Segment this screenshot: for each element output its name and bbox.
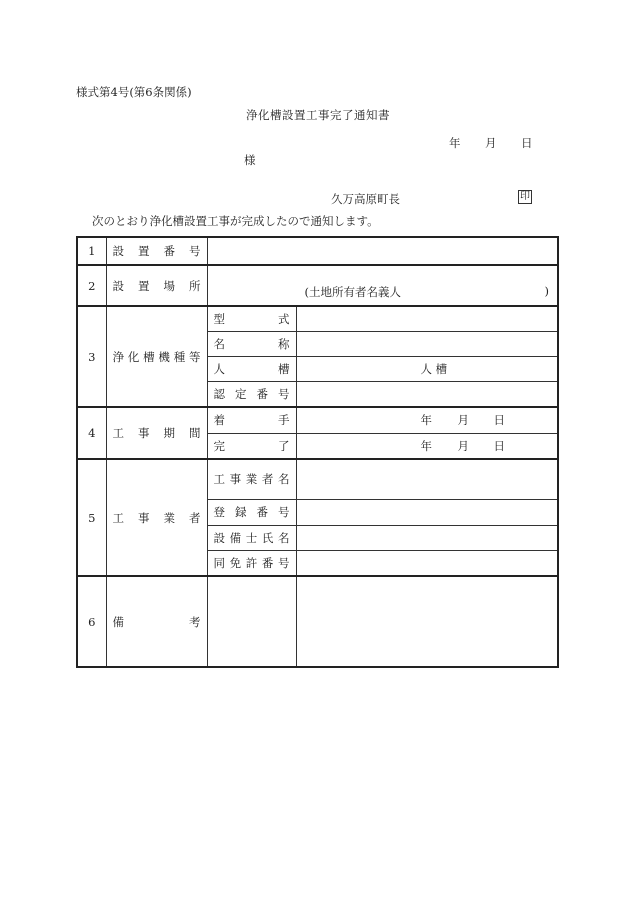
year-label: 年 [420,438,432,453]
row-label: 工 事 期 間 [106,407,207,459]
seal-mark: 印 [520,191,530,202]
row-number: 4 [77,407,106,459]
intro-text: 次のとおり浄化槽設置工事が完成したので通知します。 [92,214,379,228]
row-contractor-name [77,459,558,499]
label-spaced: 設 置 番 号 [112,244,201,258]
engineer-value[interactable] [296,525,558,550]
row-label: 工 事 業 者 [106,459,207,576]
row-label: 浄 化 槽 機 種 等 [106,306,207,407]
install-number-value[interactable] [207,237,558,265]
addressee-suffix: 様 [244,153,256,167]
capacity-value[interactable] [296,356,558,381]
owner-note-close: ) [544,284,549,298]
date-year-label: 年 [449,136,461,150]
date-day-label: 日 [521,136,533,150]
row-install-number [77,237,558,265]
row-label: 備 考 [106,576,207,667]
name-value[interactable] [296,331,558,356]
sub-label-contractor-name: 工 事 業 者 名 [207,459,296,499]
day-label: 日 [493,413,505,428]
completion-form-table [76,236,559,668]
year-label: 年 [420,413,432,428]
contractor-name-value[interactable] [296,459,558,499]
month-label: 月 [457,438,469,453]
row-model [77,306,558,331]
row-remarks [77,576,558,667]
row-number: 6 [77,576,106,667]
row-number: 2 [77,265,106,306]
owner-note-open: (土地所有者名義人 [304,285,401,299]
row-number: 3 [77,306,106,407]
remarks-value[interactable] [296,576,558,667]
sub-label-start: 着 手 [207,407,296,433]
row-start [77,407,558,433]
install-location-value[interactable] [207,265,558,306]
day-label: 日 [493,438,505,453]
capacity-unit: 人 槽 [420,361,448,376]
start-date-value[interactable] [296,407,558,433]
sub-label-cert-number: 認 定 番 号 [207,381,296,407]
date-month-label: 月 [485,136,497,150]
license-value[interactable] [296,550,558,576]
sub-label-license: 同 免 許 番 号 [207,550,296,576]
row-number: 5 [77,459,106,576]
sub-label-model: 型 式 [207,306,296,331]
month-label: 月 [457,413,469,428]
row-install-location [77,265,558,306]
model-value[interactable] [296,306,558,331]
sub-label-name: 名 称 [207,331,296,356]
sub-label-capacity: 人 槽 [207,356,296,381]
registration-value[interactable] [296,499,558,525]
remarks-sub-cell[interactable] [207,576,296,667]
sub-label-registration: 登 録 番 号 [207,499,296,525]
row-label: 設 置 場 所 [106,265,207,306]
sub-label-engineer: 設 備 士 氏 名 [207,525,296,550]
row-label [106,237,207,265]
document-title: 浄化槽設置工事完了通知書 [246,108,390,122]
row-number: 1 [77,237,106,265]
sub-label-finish: 完 了 [207,433,296,459]
finish-date-value[interactable] [296,433,558,459]
cert-number-value[interactable] [296,381,558,407]
form-number: 様式第4号(第6条関係) [76,85,192,99]
issuer-name: 久万高原町長 [331,192,400,206]
